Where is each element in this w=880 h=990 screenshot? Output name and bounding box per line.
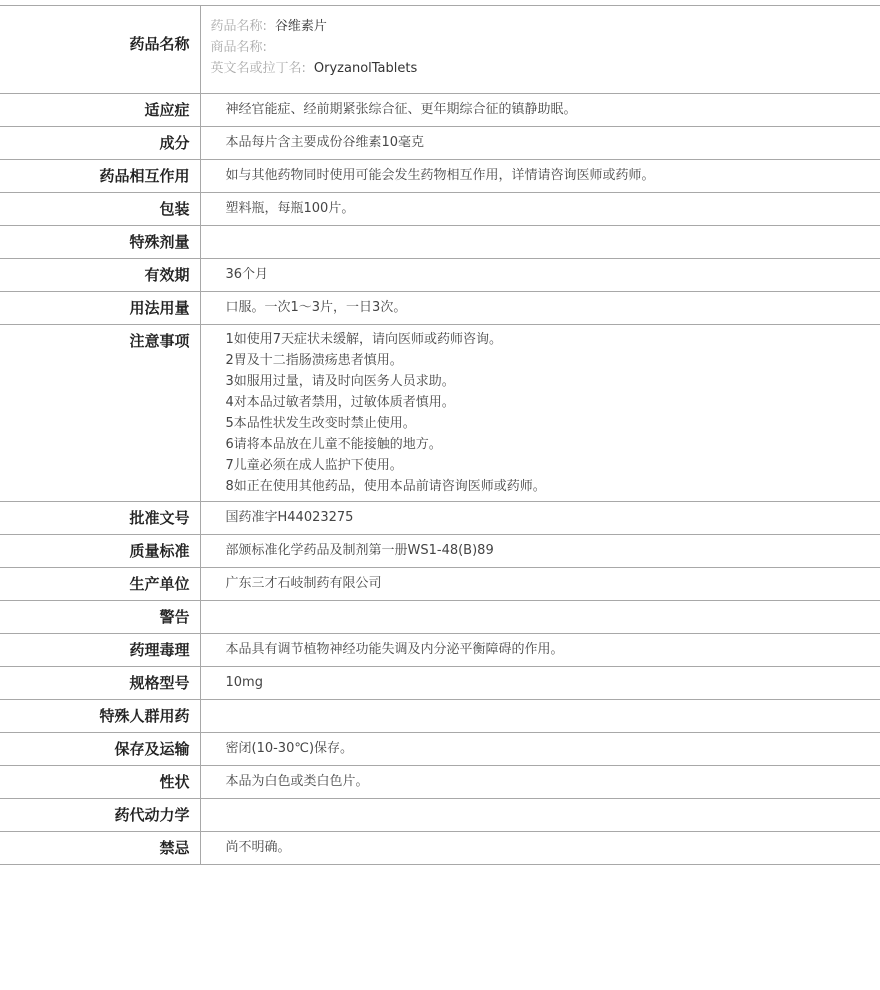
value-warning	[200, 601, 880, 634]
row-notes	[0, 325, 880, 502]
label-storage: 保存及运输	[0, 733, 200, 766]
value-manufacturer: 广东三才石岐制药有限公司	[200, 568, 880, 601]
trade-name-label: 商品名称:	[210, 40, 267, 55]
label-special-groups: 特殊人群用药	[0, 700, 200, 733]
note-item: 1如使用7天症状未缓解，请向医师或药师咨询。	[225, 332, 503, 347]
label-warning: 警告	[0, 601, 200, 634]
label-notes: 注意事项	[0, 325, 200, 502]
row-appearance	[0, 766, 880, 799]
value-spec: 10mg	[200, 667, 880, 700]
value-expiry: 36个月	[200, 259, 880, 292]
note-item: 7儿童必须在成人监护下使用。	[225, 458, 403, 473]
row-indications	[0, 94, 880, 127]
value-packaging: 塑料瓶，每瓶100片。	[200, 193, 880, 226]
note-item: 6请将本品放在儿童不能接触的地方。	[225, 437, 442, 452]
value-drug-name	[200, 6, 880, 94]
value-usage: 口服。一次1～3片，一日3次。	[200, 292, 880, 325]
value-notes	[200, 325, 880, 502]
label-standard: 质量标准	[0, 535, 200, 568]
label-expiry: 有效期	[0, 259, 200, 292]
row-standard	[0, 535, 880, 568]
label-drug-name: 药品名称	[0, 6, 200, 94]
label-packaging: 包装	[0, 193, 200, 226]
value-pharmacology: 本品具有调节植物神经功能失调及内分泌平衡障碍的作用。	[200, 634, 880, 667]
english-name-label: 英文名或拉丁名:	[210, 61, 306, 76]
note-item: 4对本品过敏者禁用，过敏体质者慎用。	[225, 395, 455, 410]
row-expiry	[0, 259, 880, 292]
generic-name-label: 药品名称:	[210, 19, 267, 34]
row-ingredients	[0, 127, 880, 160]
value-indications: 神经官能症、经前期紧张综合征、更年期综合征的镇静助眠。	[200, 94, 880, 127]
label-indications: 适应症	[0, 94, 200, 127]
label-ingredients: 成分	[0, 127, 200, 160]
row-pharmacokinetics	[0, 799, 880, 832]
generic-name-line	[211, 16, 880, 37]
row-warning	[0, 601, 880, 634]
row-usage	[0, 292, 880, 325]
row-packaging	[0, 193, 880, 226]
value-ingredients: 本品每片含主要成份谷维素10毫克	[200, 127, 880, 160]
trade-name-line	[211, 37, 880, 58]
note-item: 2胃及十二指肠溃疡患者慎用。	[225, 353, 403, 368]
label-special-dosage: 特殊剂量	[0, 226, 200, 259]
value-special-dosage	[200, 226, 880, 259]
row-approval	[0, 502, 880, 535]
label-spec: 规格型号	[0, 667, 200, 700]
note-item: 5本品性状发生改变时禁止使用。	[225, 416, 416, 431]
value-interactions: 如与其他药物同时使用可能会发生药物相互作用，详情请咨询医师或药师。	[200, 160, 880, 193]
label-contraindications: 禁忌	[0, 832, 200, 865]
label-interactions: 药品相互作用	[0, 160, 200, 193]
value-special-groups	[200, 700, 880, 733]
label-pharmacology: 药理毒理	[0, 634, 200, 667]
note-item: 3如服用过量，请及时向医务人员求助。	[225, 374, 455, 389]
drug-info-table	[0, 5, 880, 865]
value-standard: 部颁标准化学药品及制剂第一册WS1-48(B)89	[200, 535, 880, 568]
value-approval: 国药准字H44023275	[200, 502, 880, 535]
english-name-value: OryzanolTablets	[313, 61, 418, 76]
value-pharmacokinetics	[200, 799, 880, 832]
value-contraindications: 尚不明确。	[200, 832, 880, 865]
row-contraindications	[0, 832, 880, 865]
label-approval: 批准文号	[0, 502, 200, 535]
row-special-groups	[0, 700, 880, 733]
note-item: 8如正在使用其他药品，使用本品前请咨询医师或药师。	[225, 479, 546, 494]
generic-name-value: 谷维素片	[274, 19, 327, 34]
label-appearance: 性状	[0, 766, 200, 799]
row-interactions	[0, 160, 880, 193]
row-drug-name	[0, 6, 880, 94]
row-spec	[0, 667, 880, 700]
label-manufacturer: 生产单位	[0, 568, 200, 601]
label-usage: 用法用量	[0, 292, 200, 325]
english-name-line	[211, 58, 880, 79]
value-appearance: 本品为白色或类白色片。	[200, 766, 880, 799]
row-storage	[0, 733, 880, 766]
label-pharmacokinetics: 药代动力学	[0, 799, 200, 832]
row-pharmacology	[0, 634, 880, 667]
row-manufacturer	[0, 568, 880, 601]
row-special-dosage	[0, 226, 880, 259]
value-storage: 密闭(10-30℃)保存。	[200, 733, 880, 766]
